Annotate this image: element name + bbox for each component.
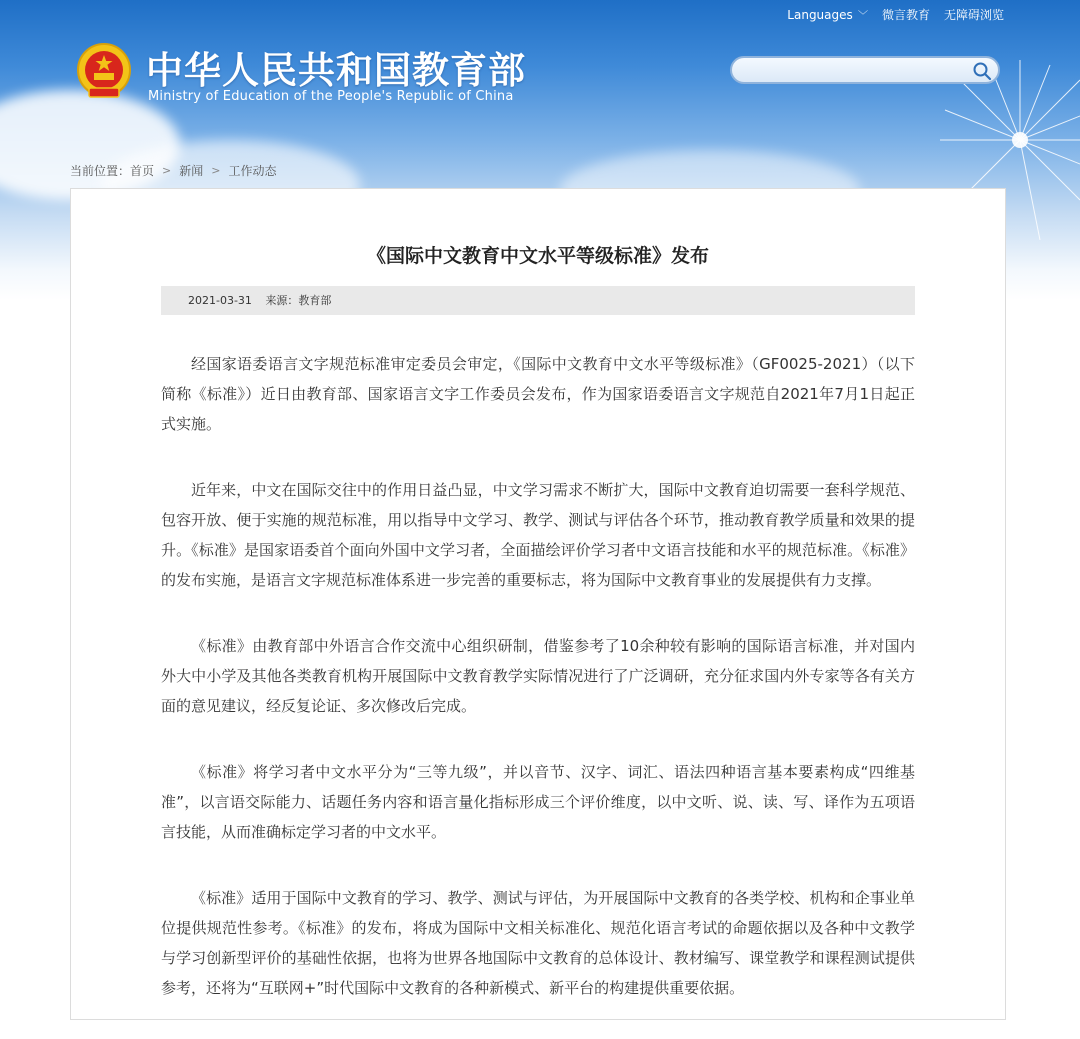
site-title-en: Ministry of Education of the People's Republic of China [148, 89, 514, 104]
breadcrumb-label: 当前位置： [70, 164, 131, 178]
search-input[interactable] [744, 61, 968, 81]
article-paragraph: 经国家语委语言文字规范标准审定委员会审定，《国际中文教育中文水平等级标准》（GF0025-2021）（以下简称《标准》）近日由教育部、国家语言文字工作委员会发布，作为国家语委语言文字规范自2021年7月1日起正式实施。 [161, 355, 915, 433]
languages-menu[interactable]: Languages ﹀ [787, 8, 868, 22]
breadcrumb [70, 162, 277, 179]
national-emblem[interactable] [74, 42, 134, 104]
article-date: 2021-03-31 [188, 294, 252, 307]
article-title: 《国际中文教育中文水平等级标准》发布 [366, 245, 709, 267]
chevron-right-icon: > [211, 164, 221, 177]
breadcrumb-work-news[interactable]: 工作动态 [228, 164, 277, 178]
breadcrumb-home[interactable]: 首页 [130, 164, 155, 178]
article-meta [161, 286, 915, 315]
top-links [787, 6, 1004, 23]
search-box [730, 56, 1000, 84]
article-source: 来源：教育部 [265, 294, 332, 307]
article-card [70, 188, 1006, 1020]
article-paragraph: 近年来，中文在国际交往中的作用日益凸显，中文学习需求不断扩大，国际中文教育迫切需要一套科学规范、包容开放、便于实施的规范标准，用以指导中文学习、教学、测试与评估各个环节，推动教育教学质量和效果的提升。《标准》是国家语委首个面向外国中文学习者，全面描绘评价学习者中文语言技能和水平的规范标准。《标准》的发布实施，是语言文字规范标准体系进一步完善的重要标志，将为国际中文教育事业的发展提供有力支撑。 [161, 481, 915, 589]
site-title-cn[interactable]: 中华人民共和国教育部 [146, 48, 526, 92]
weixin-link[interactable]: 微言教育 [881, 8, 930, 22]
breadcrumb-news[interactable]: 新闻 [179, 164, 204, 178]
chevron-down-icon: ﹀ [854, 11, 868, 22]
chevron-right-icon: > [162, 164, 172, 177]
accessible-browse-link[interactable]: 无障碍浏览 [943, 8, 1004, 22]
article-body [161, 349, 915, 1039]
article-paragraph: 《标准》将学习者中文水平分为“三等九级”，并以音节、汉字、词汇、语法四种语言基本要素构成“四维基准”，以言语交际能力、话题任务内容和语言量化指标形成三个评价维度，以中文听、说、读、写、译作为五项语言技能，从而准确标定学习者的中文水平。 [161, 763, 915, 841]
article-paragraph: 《标准》由教育部中外语言合作交流中心组织研制，借鉴参考了10余种较有影响的国际语言标准，并对国内外大中小学及其他各类教育机构开展国际中文教育教学实际情况进行了广泛调研，充分征求国内外专家等各有关方面的意见建议，经反复论证、多次修改后完成。 [161, 637, 915, 715]
search-icon[interactable] [972, 61, 992, 81]
article-paragraph: 《标准》适用于国际中文教育的学习、教学、测试与评估，为开展国际中文教育的各类学校、机构和企事业单位提供规范性参考。《标准》的发布，将成为国际中文相关标准化、规范化语言考试的命题依据以及各种中文教学与学习创新型评价的基础性依据，也将为世界各地国际中文教育的总体设计、教材编写、课堂教学和课程测试提供参考，还将为“互联网+”时代国际中文教育的各种新模式、新平台的构建提供重要依据。 [161, 889, 915, 997]
